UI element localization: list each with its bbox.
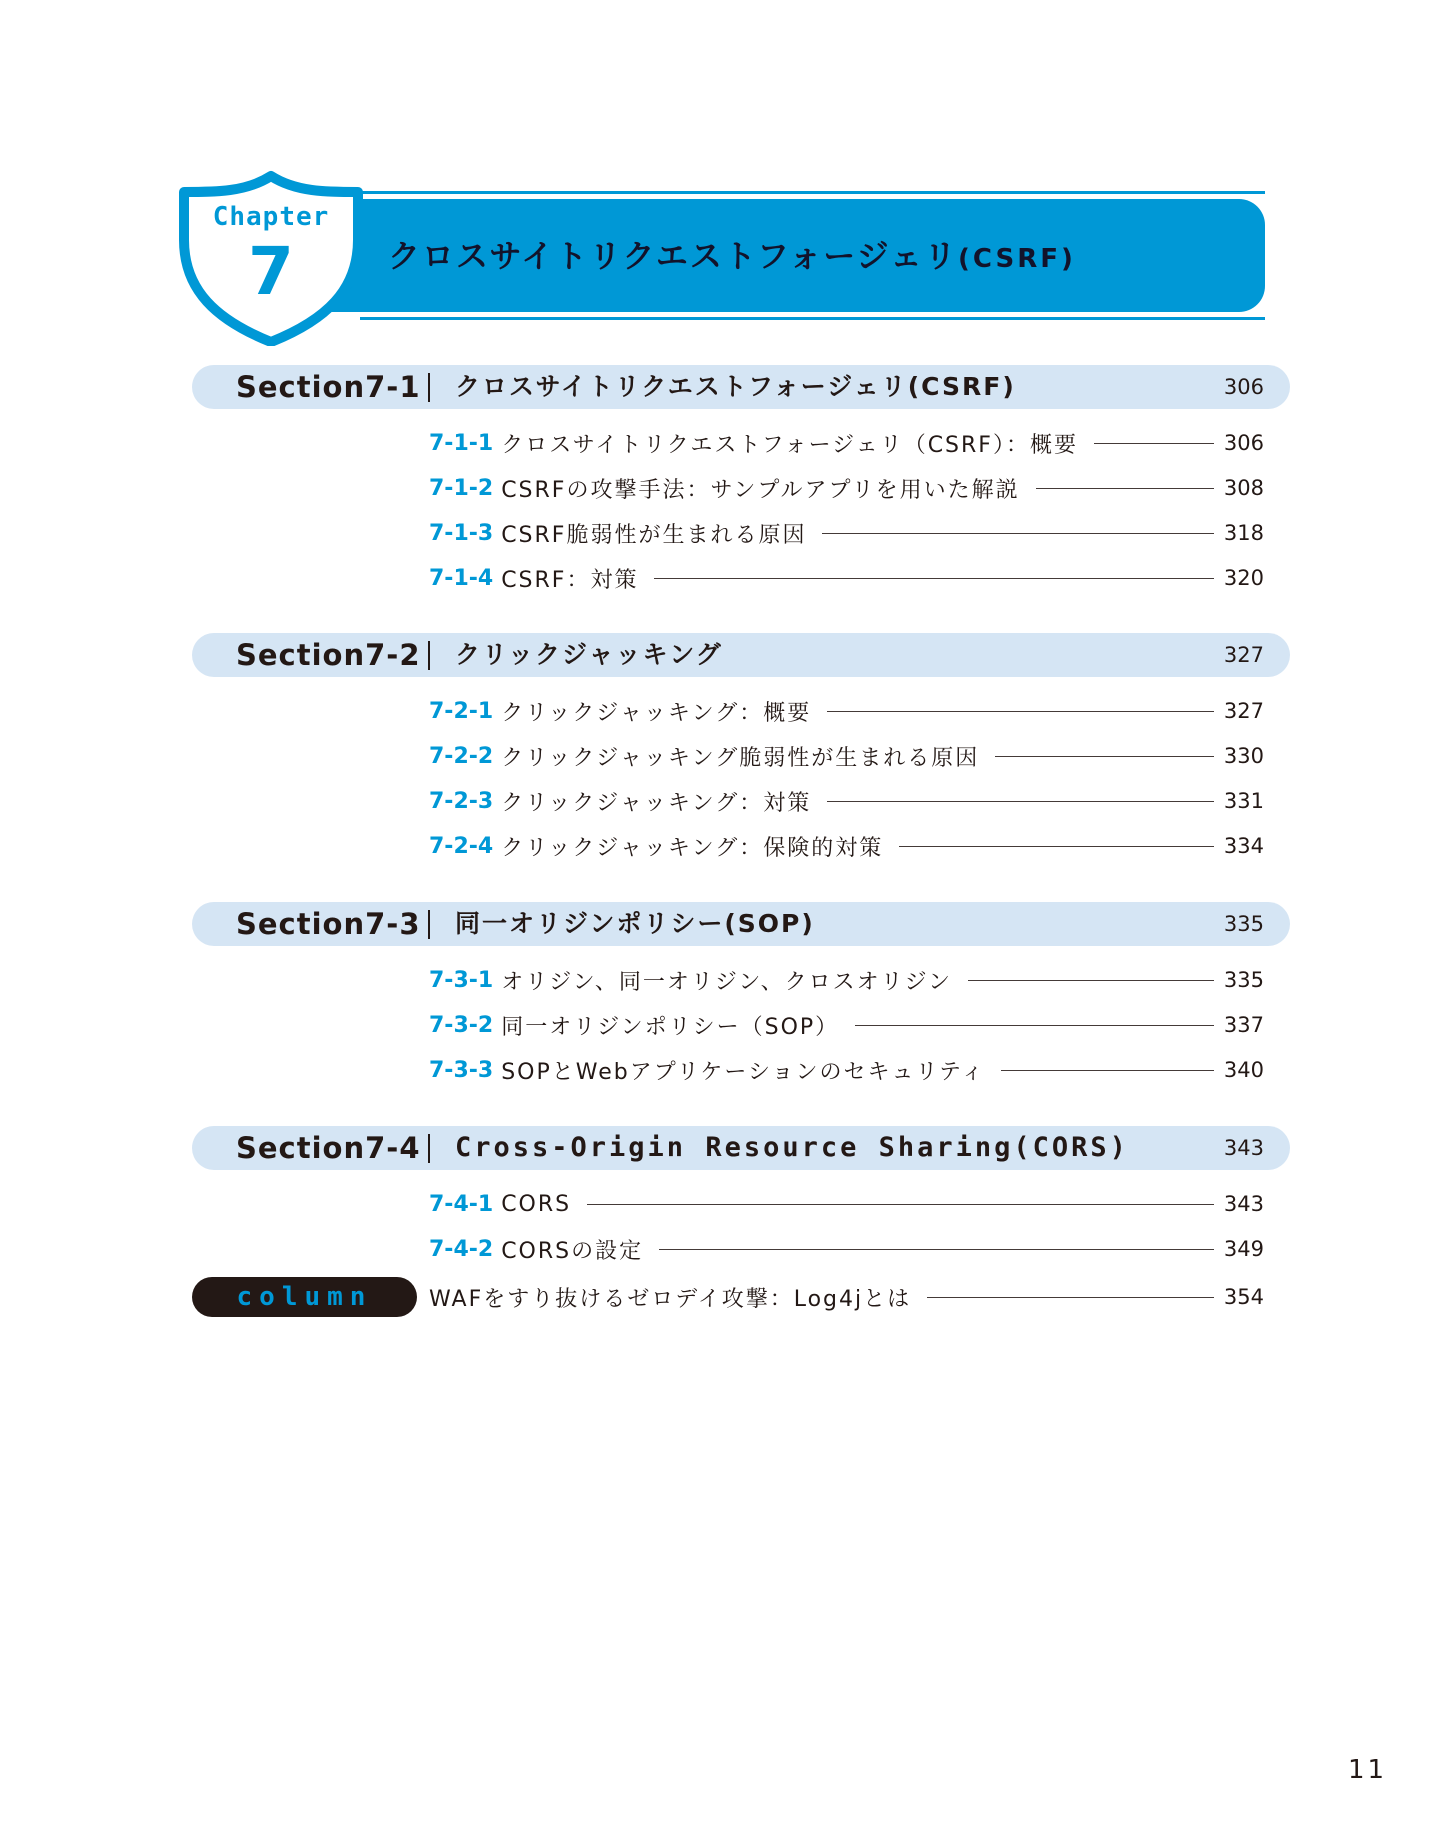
section-title: 同一オリジンポリシー(SOP) [455, 909, 815, 938]
entry-page: 343 [1223, 1192, 1264, 1216]
section-page: 335 [1223, 912, 1264, 936]
entry-page: 340 [1223, 1058, 1264, 1082]
section-label: Section7-2 [236, 638, 421, 672]
entry-leader-line [1036, 488, 1214, 489]
chapter-rule-top [360, 191, 1265, 194]
section-page: 306 [1223, 375, 1264, 399]
entry-leader-line [822, 533, 1213, 534]
entry-leader-line [1094, 443, 1214, 444]
entry-title: クリックジャッキング：概要 [501, 700, 812, 726]
toc-entry-7-1-4[interactable] [429, 562, 1264, 594]
column-label: column [236, 1282, 373, 1312]
section-separator [428, 641, 430, 670]
entry-number: 7-1-1 [429, 430, 494, 456]
toc-entry-column[interactable] [429, 1281, 1264, 1313]
section-title: Cross-Origin Resource Sharing(CORS) [455, 1132, 1129, 1163]
entry-number: 7-2-2 [429, 743, 494, 769]
toc-entry-7-3-2[interactable] [429, 1009, 1264, 1041]
toc-entry-7-2-3[interactable] [429, 785, 1264, 817]
entry-number: 7-1-4 [429, 565, 494, 591]
chapter-title [388, 228, 1076, 284]
toc-entry-7-4-1[interactable] [429, 1188, 1264, 1220]
entry-leader-line [899, 846, 1214, 847]
entry-leader-line [827, 801, 1214, 802]
entry-title: クリックジャッキング：対策 [501, 790, 812, 816]
entry-number: 7-4-1 [429, 1191, 494, 1217]
entry-leader-line [995, 756, 1214, 757]
entry-number: 7-1-2 [429, 475, 494, 501]
toc-entry-7-2-1[interactable] [429, 695, 1264, 727]
entry-title: CSRF脆弱性が生まれる原因 [501, 522, 807, 548]
chapter-rule-bottom [360, 317, 1265, 320]
toc-entry-7-1-1[interactable] [429, 427, 1264, 459]
entry-leader-line [654, 578, 1213, 579]
section-label: Section7-3 [236, 907, 421, 941]
toc-entry-7-3-1[interactable] [429, 964, 1264, 996]
entry-page: 327 [1223, 699, 1264, 723]
entry-leader-line [587, 1204, 1214, 1205]
entry-number: 7-2-3 [429, 788, 494, 814]
entry-title: CSRF：対策 [501, 567, 639, 593]
entry-title: クリックジャッキング脆弱性が生まれる原因 [501, 745, 980, 771]
entry-title: CSRFの攻撃手法：サンプルアプリを用いた解説 [501, 477, 1020, 503]
entry-number: 7-4-2 [429, 1236, 494, 1262]
toc-entry-7-1-2[interactable] [429, 472, 1264, 504]
section-bar-7-1[interactable] [192, 365, 1290, 409]
section-title: クリックジャッキング [455, 640, 723, 669]
entry-page: 306 [1223, 431, 1264, 455]
section-label: Section7-4 [236, 1131, 421, 1165]
entry-title: クロスサイトリクエストフォージェリ（CSRF）：概要 [501, 432, 1078, 458]
entry-page: 334 [1223, 834, 1264, 858]
entry-leader-line [855, 1025, 1214, 1026]
page-number: 11 [1348, 1755, 1388, 1785]
entry-page: 337 [1223, 1013, 1264, 1037]
entry-title: WAFをすり抜けるゼロデイ攻撃：Log4jとは [429, 1286, 912, 1312]
entry-leader-line [927, 1297, 1214, 1298]
chapter-title-text: クロスサイトリクエストフォージェリ [388, 237, 959, 275]
toc-entry-7-2-2[interactable] [429, 740, 1264, 772]
toc-entry-7-2-4[interactable] [429, 830, 1264, 862]
section-bar-7-3[interactable] [192, 902, 1290, 946]
chapter-title-paren: (CSRF) [958, 244, 1076, 274]
entry-leader-line [827, 711, 1214, 712]
entry-leader-line [659, 1249, 1214, 1250]
toc-entry-7-4-2[interactable] [429, 1233, 1264, 1265]
entry-number: 7-1-3 [429, 520, 494, 546]
entry-leader-line [1001, 1070, 1214, 1071]
section-separator [428, 1134, 430, 1163]
entry-title: オリジン、同一オリジン、クロスオリジン [501, 969, 953, 995]
entry-title: 同一オリジンポリシー（SOP） [501, 1014, 840, 1040]
entry-page: 335 [1223, 968, 1264, 992]
toc-entry-7-3-3[interactable] [429, 1054, 1264, 1086]
section-title: クロスサイトリクエストフォージェリ(CSRF) [455, 372, 1016, 401]
chapter-header [0, 0, 1433, 360]
entry-leader-line [968, 980, 1214, 981]
entry-page: 320 [1223, 566, 1264, 590]
entry-page: 354 [1223, 1285, 1264, 1309]
entry-page: 331 [1223, 789, 1264, 813]
entry-number: 7-2-1 [429, 698, 494, 724]
entry-title: クリックジャッキング：保険的対策 [501, 835, 884, 861]
entry-page: 330 [1223, 744, 1264, 768]
entry-page: 349 [1223, 1237, 1264, 1261]
entry-page: 308 [1223, 476, 1264, 500]
section-separator [428, 910, 430, 939]
entry-number: 7-3-2 [429, 1012, 494, 1038]
section-label: Section7-1 [236, 370, 421, 404]
section-bar-7-4[interactable] [192, 1126, 1290, 1170]
column-badge [192, 1277, 417, 1317]
section-page: 343 [1223, 1136, 1264, 1160]
entry-title: CORSの設定 [501, 1238, 644, 1264]
toc-entry-7-1-3[interactable] [429, 517, 1264, 549]
entry-number: 7-3-1 [429, 967, 494, 993]
entry-page: 318 [1223, 521, 1264, 545]
section-page: 327 [1223, 643, 1264, 667]
chapter-number: 7 [248, 233, 294, 310]
entry-title: CORS [501, 1191, 572, 1217]
section-separator [428, 373, 430, 402]
chapter-label: Chapter [212, 202, 330, 232]
section-bar-7-2[interactable] [192, 633, 1290, 677]
entry-number: 7-2-4 [429, 833, 494, 859]
entry-title: SOPとWebアプリケーションのセキュリティ [501, 1059, 986, 1085]
entry-number: 7-3-3 [429, 1057, 494, 1083]
